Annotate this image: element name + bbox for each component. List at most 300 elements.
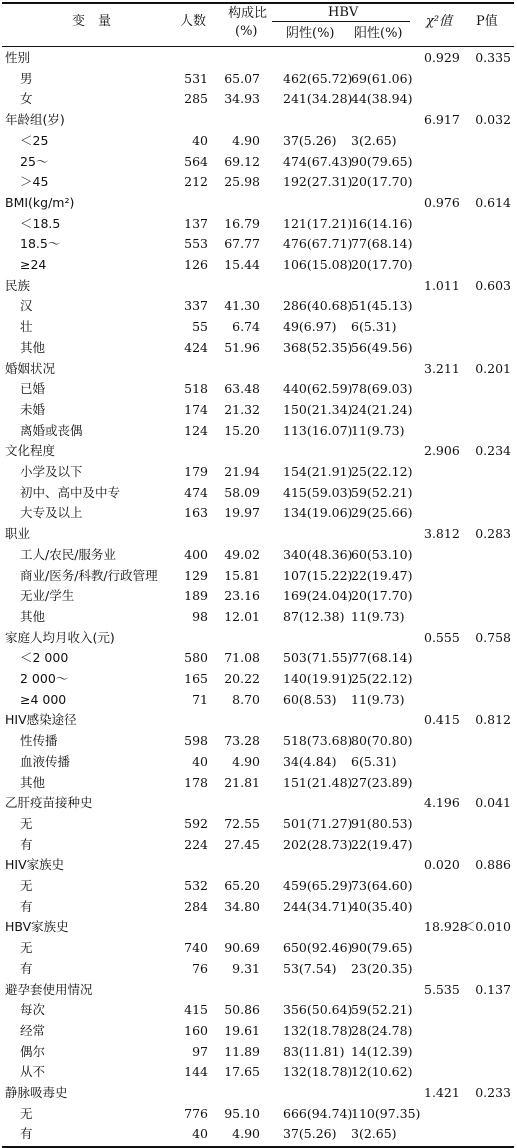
row-count: 580 bbox=[184, 650, 208, 666]
table-row bbox=[2, 462, 514, 483]
row-percent: 71.08 bbox=[224, 650, 260, 666]
row-p-value: 0.335 bbox=[475, 50, 511, 65]
row-hbv-negative: 415(59.03) bbox=[283, 484, 353, 500]
row-hbv-positive: 90(79.65) bbox=[351, 153, 413, 169]
header-count: 人数 bbox=[180, 14, 207, 29]
header-hbv: HBV bbox=[328, 5, 359, 20]
row-label: 小学及以下 bbox=[20, 464, 83, 479]
table-row bbox=[2, 835, 514, 856]
row-count: 337 bbox=[184, 298, 208, 314]
row-hbv-positive: 20(17.70) bbox=[351, 174, 413, 190]
row-chi-square: 3.211 bbox=[424, 360, 460, 376]
row-hbv-positive: 11(9.73) bbox=[351, 422, 405, 438]
header-chi-square: χ²值 bbox=[426, 14, 453, 29]
row-count: 76 bbox=[192, 960, 208, 976]
row-p-value: 0.234 bbox=[475, 443, 511, 459]
row-count: 532 bbox=[184, 878, 208, 893]
row-percent: 27.45 bbox=[224, 836, 260, 852]
row-chi-square: 4.196 bbox=[424, 795, 460, 811]
header-negative: 阴性(%) bbox=[286, 26, 335, 41]
row-label: 有 bbox=[20, 836, 33, 852]
row-p-value: 0.886 bbox=[475, 857, 511, 873]
table-row bbox=[2, 586, 514, 607]
row-hbv-positive: 3(2.65) bbox=[351, 132, 397, 148]
row-hbv-negative: 151(21.48) bbox=[283, 774, 353, 790]
row-count: 400 bbox=[184, 546, 208, 562]
row-percent: 8.70 bbox=[232, 691, 260, 707]
row-label: 初中、高中及中专 bbox=[20, 484, 121, 500]
row-hbv-negative: 87(12.38) bbox=[283, 608, 345, 624]
row-label: ＜18.5 bbox=[20, 215, 61, 231]
row-hbv-negative: 666(94.74) bbox=[283, 1105, 353, 1121]
row-label: 已婚 bbox=[20, 381, 46, 397]
row-hbv-positive: 28(24.78) bbox=[351, 1022, 413, 1038]
table-row bbox=[2, 400, 514, 421]
table-row bbox=[2, 607, 514, 628]
row-percent: 73.28 bbox=[224, 733, 260, 749]
row-hbv-positive: 25(22.12) bbox=[351, 671, 413, 686]
row-hbv-positive: 51(45.13) bbox=[351, 298, 413, 314]
header-p-value: P值 bbox=[476, 14, 498, 29]
row-percent: 4.90 bbox=[232, 753, 260, 769]
row-hbv-positive: 20(17.70) bbox=[351, 257, 413, 272]
row-percent: 12.01 bbox=[224, 608, 260, 624]
row-percent: 4.90 bbox=[232, 1126, 260, 1142]
header-variable: 变 量 bbox=[72, 14, 112, 29]
row-label: HBV家族史 bbox=[5, 919, 69, 935]
row-label: 无业/学生 bbox=[20, 588, 75, 604]
row-count: 285 bbox=[184, 91, 208, 107]
row-hbv-negative: 150(21.34) bbox=[283, 401, 353, 417]
row-label: 偶尔 bbox=[20, 1043, 46, 1059]
row-hbv-negative: 474(67.43) bbox=[283, 153, 353, 169]
table-row bbox=[2, 897, 514, 918]
row-label: 商业/医务/科教/行政管理 bbox=[20, 567, 158, 583]
table-row-category bbox=[2, 48, 514, 69]
row-hbv-negative: 37(5.26) bbox=[283, 1126, 337, 1142]
row-hbv-negative: 241(34.28) bbox=[283, 91, 353, 107]
row-label: 有 bbox=[20, 898, 33, 914]
table-row-category bbox=[2, 710, 514, 731]
row-p-value: 0.614 bbox=[475, 194, 511, 210]
table-row-category bbox=[2, 193, 514, 214]
row-count: 144 bbox=[184, 1064, 208, 1080]
table-row bbox=[2, 421, 514, 442]
row-chi-square: 0.415 bbox=[424, 712, 460, 728]
row-count: 124 bbox=[184, 422, 208, 438]
row-label: 年龄组(岁) bbox=[5, 112, 65, 128]
table-row bbox=[2, 131, 514, 152]
row-label: 未婚 bbox=[20, 401, 46, 417]
row-p-value: 0.032 bbox=[475, 112, 511, 128]
row-label: ＜25 bbox=[20, 132, 49, 148]
row-percent: 21.81 bbox=[224, 774, 260, 790]
row-label: 大专及以上 bbox=[20, 505, 83, 521]
table-row bbox=[2, 876, 514, 897]
table-row bbox=[2, 566, 514, 587]
header-ratio-unit: (%) bbox=[235, 24, 258, 39]
row-hbv-positive: 59(52.21) bbox=[351, 484, 413, 500]
row-percent: 65.07 bbox=[224, 70, 260, 86]
row-hbv-positive: 14(12.39) bbox=[351, 1043, 413, 1059]
row-count: 129 bbox=[184, 567, 208, 583]
row-label: 文化程度 bbox=[5, 443, 56, 459]
table-row bbox=[2, 1104, 514, 1125]
row-percent: 23.16 bbox=[224, 588, 260, 604]
row-hbv-negative: 340(48.36) bbox=[283, 546, 353, 562]
row-hbv-negative: 132(18.78) bbox=[283, 1064, 353, 1080]
row-label: ≥4 000 bbox=[20, 691, 67, 707]
row-count: 518 bbox=[184, 381, 208, 397]
row-chi-square: 0.020 bbox=[424, 857, 460, 873]
row-label: 离婚或丧偶 bbox=[20, 422, 83, 438]
row-hbv-positive: 60(53.10) bbox=[351, 546, 413, 562]
row-label: 避孕套使用情况 bbox=[5, 981, 93, 997]
row-hbv-negative: 202(28.73) bbox=[283, 836, 353, 852]
row-p-value: 0.233 bbox=[475, 1085, 511, 1100]
row-hbv-negative: 518(73.68) bbox=[283, 733, 353, 749]
row-count: 598 bbox=[184, 733, 208, 749]
row-label: 性别 bbox=[5, 50, 31, 65]
row-label: 壮 bbox=[20, 319, 33, 335]
row-hbv-positive: 6(5.31) bbox=[351, 753, 397, 769]
table-row bbox=[2, 1042, 514, 1063]
row-hbv-negative: 132(18.78) bbox=[283, 1022, 353, 1038]
table-row-category bbox=[2, 441, 514, 462]
row-p-value: 0.041 bbox=[475, 795, 511, 811]
row-chi-square: 1.011 bbox=[424, 277, 460, 293]
row-count: 137 bbox=[184, 215, 208, 231]
table-row-category bbox=[2, 110, 514, 131]
header-ratio: 构成比 bbox=[228, 6, 268, 21]
row-label: 2 000～ bbox=[20, 671, 69, 686]
table-row bbox=[2, 814, 514, 835]
row-label: 其他 bbox=[20, 608, 46, 624]
row-percent: 49.02 bbox=[224, 546, 260, 562]
row-hbv-positive: 11(9.73) bbox=[351, 608, 405, 624]
row-count: 40 bbox=[192, 753, 208, 769]
row-label: 性传播 bbox=[20, 733, 58, 749]
row-count: 424 bbox=[184, 339, 208, 355]
row-percent: 50.86 bbox=[224, 1002, 260, 1018]
table-row bbox=[2, 234, 514, 255]
row-hbv-positive: 3(2.65) bbox=[351, 1126, 397, 1142]
row-label: ＞45 bbox=[20, 174, 49, 190]
row-hbv-negative: 106(15.08) bbox=[283, 257, 353, 272]
row-label: 有 bbox=[20, 1126, 33, 1142]
row-percent: 15.81 bbox=[224, 567, 260, 583]
row-chi-square: 1.421 bbox=[424, 1085, 460, 1100]
row-label: 有 bbox=[20, 960, 33, 976]
row-hbv-negative: 368(52.35) bbox=[283, 339, 353, 355]
row-hbv-negative: 60(8.53) bbox=[283, 691, 337, 707]
row-hbv-positive: 12(10.62) bbox=[351, 1064, 413, 1080]
row-percent: 4.90 bbox=[232, 132, 260, 148]
table-row bbox=[2, 152, 514, 173]
table-row bbox=[2, 296, 514, 317]
table-row-category bbox=[2, 1083, 514, 1104]
row-hbv-negative: 154(21.91) bbox=[283, 464, 353, 479]
row-label: 婚姻状况 bbox=[5, 360, 56, 376]
hbv-spanner-rule bbox=[272, 21, 410, 22]
row-p-value: ＜0.010 bbox=[462, 919, 511, 935]
table-row bbox=[2, 317, 514, 338]
row-label: 工人/农民/服务业 bbox=[20, 546, 116, 562]
row-count: 212 bbox=[184, 174, 208, 190]
table-row-category bbox=[2, 855, 514, 876]
row-p-value: 0.201 bbox=[475, 360, 511, 376]
row-hbv-positive: 44(38.94) bbox=[351, 91, 413, 107]
row-percent: 16.79 bbox=[224, 215, 260, 231]
table-row bbox=[2, 214, 514, 235]
row-count: 564 bbox=[184, 153, 208, 169]
row-count: 224 bbox=[184, 836, 208, 852]
row-hbv-negative: 192(27.31) bbox=[283, 174, 353, 190]
row-hbv-negative: 121(17.21) bbox=[283, 215, 353, 231]
row-chi-square: 0.929 bbox=[424, 50, 460, 65]
row-hbv-positive: 23(20.35) bbox=[351, 960, 413, 976]
row-percent: 17.65 bbox=[224, 1064, 260, 1080]
row-percent: 65.20 bbox=[224, 878, 260, 893]
row-label: 静脉吸毒史 bbox=[5, 1085, 68, 1100]
row-count: 415 bbox=[184, 1002, 208, 1018]
row-percent: 21.32 bbox=[224, 401, 260, 417]
row-count: 531 bbox=[184, 70, 208, 86]
row-label: BMI(kg/m²) bbox=[5, 194, 75, 210]
table-row bbox=[2, 1062, 514, 1083]
row-hbv-negative: 440(62.59) bbox=[283, 381, 353, 397]
row-label: 从不 bbox=[20, 1064, 46, 1080]
row-percent: 11.89 bbox=[224, 1043, 260, 1059]
row-hbv-positive: 59(52.21) bbox=[351, 1002, 413, 1018]
row-p-value: 0.758 bbox=[475, 629, 511, 645]
row-percent: 58.09 bbox=[224, 484, 260, 500]
bottom-rule bbox=[2, 1146, 514, 1148]
table-row bbox=[2, 483, 514, 504]
row-hbv-positive: 40(35.40) bbox=[351, 898, 413, 914]
row-count: 179 bbox=[184, 464, 208, 479]
row-label: 其他 bbox=[20, 774, 46, 790]
row-count: 284 bbox=[184, 898, 208, 914]
row-p-value: 0.283 bbox=[475, 526, 511, 542]
row-hbv-negative: 34(4.84) bbox=[283, 753, 337, 769]
table-row bbox=[2, 89, 514, 110]
row-percent: 9.31 bbox=[232, 960, 260, 976]
row-hbv-negative: 356(50.64) bbox=[283, 1002, 353, 1018]
row-hbv-positive: 22(19.47) bbox=[351, 567, 413, 583]
row-hbv-negative: 140(19.91) bbox=[283, 671, 353, 686]
row-count: 71 bbox=[192, 691, 208, 707]
row-count: 97 bbox=[192, 1043, 208, 1059]
row-percent: 72.55 bbox=[224, 815, 260, 831]
row-hbv-positive: 77(68.14) bbox=[351, 236, 413, 252]
table-row bbox=[2, 731, 514, 752]
row-label: 乙肝疫苗接种史 bbox=[5, 795, 93, 811]
row-label: 18.5～ bbox=[20, 236, 61, 252]
table-row bbox=[2, 545, 514, 566]
row-count: 740 bbox=[184, 940, 208, 956]
row-percent: 41.30 bbox=[224, 298, 260, 314]
row-label: 无 bbox=[20, 815, 33, 831]
row-chi-square: 18.928 bbox=[424, 919, 468, 935]
row-hbv-negative: 459(65.29) bbox=[283, 878, 353, 893]
row-percent: 15.44 bbox=[224, 257, 260, 272]
table-row-category bbox=[2, 359, 514, 380]
row-hbv-negative: 113(16.07) bbox=[283, 422, 353, 438]
row-label: 无 bbox=[20, 878, 33, 893]
row-count: 40 bbox=[192, 1126, 208, 1142]
table-row bbox=[2, 69, 514, 90]
row-count: 189 bbox=[184, 588, 208, 604]
table-row-category bbox=[2, 917, 514, 938]
row-label: ≥24 bbox=[20, 257, 47, 272]
table-row bbox=[2, 648, 514, 669]
row-count: 474 bbox=[184, 484, 208, 500]
header-rule bbox=[2, 46, 514, 47]
row-count: 553 bbox=[184, 236, 208, 252]
row-label: 血液传播 bbox=[20, 753, 71, 769]
row-hbv-negative: 53(7.54) bbox=[283, 960, 337, 976]
row-hbv-positive: 24(21.24) bbox=[351, 401, 413, 417]
row-hbv-positive: 6(5.31) bbox=[351, 319, 397, 335]
row-hbv-negative: 37(5.26) bbox=[283, 132, 337, 148]
row-hbv-positive: 16(14.16) bbox=[351, 215, 413, 231]
row-count: 165 bbox=[184, 671, 208, 686]
row-hbv-negative: 169(24.04) bbox=[283, 588, 353, 604]
table-row-category bbox=[2, 628, 514, 649]
row-hbv-negative: 650(92.46) bbox=[283, 940, 353, 956]
table-row bbox=[2, 1000, 514, 1021]
row-chi-square: 2.906 bbox=[424, 443, 460, 459]
row-hbv-negative: 49(6.97) bbox=[283, 319, 337, 335]
row-hbv-negative: 286(40.68) bbox=[283, 298, 353, 314]
row-p-value: 0.812 bbox=[475, 712, 511, 728]
row-hbv-positive: 73(64.60) bbox=[351, 878, 413, 893]
row-label: 其他 bbox=[20, 339, 46, 355]
row-count: 174 bbox=[184, 401, 208, 417]
table-row bbox=[2, 172, 514, 193]
row-percent: 69.12 bbox=[224, 153, 260, 169]
row-chi-square: 3.812 bbox=[424, 526, 460, 542]
row-percent: 15.20 bbox=[224, 422, 260, 438]
row-percent: 20.22 bbox=[224, 671, 260, 686]
row-p-value: 0.137 bbox=[475, 981, 511, 997]
row-label: 职业 bbox=[5, 526, 31, 542]
row-percent: 67.77 bbox=[224, 236, 260, 252]
row-percent: 19.97 bbox=[224, 505, 260, 521]
header-positive: 阳性(%) bbox=[354, 26, 403, 41]
row-count: 592 bbox=[184, 815, 208, 831]
row-label: 无 bbox=[20, 1105, 33, 1121]
row-percent: 63.48 bbox=[224, 381, 260, 397]
row-hbv-negative: 107(15.22) bbox=[283, 567, 353, 583]
row-hbv-positive: 78(69.03) bbox=[351, 381, 413, 397]
row-label: 汉 bbox=[20, 298, 33, 314]
row-percent: 90.69 bbox=[224, 940, 260, 956]
table-row bbox=[2, 773, 514, 794]
table-row bbox=[2, 938, 514, 959]
row-count: 40 bbox=[192, 132, 208, 148]
row-label: 每次 bbox=[20, 1002, 46, 1018]
top-rule bbox=[2, 2, 514, 4]
row-chi-square: 6.917 bbox=[424, 112, 460, 128]
table-row bbox=[2, 752, 514, 773]
table-row bbox=[2, 255, 514, 276]
table-row bbox=[2, 503, 514, 524]
row-hbv-negative: 244(34.71) bbox=[283, 898, 353, 914]
row-hbv-negative: 503(71.55) bbox=[283, 650, 353, 666]
row-hbv-positive: 20(17.70) bbox=[351, 588, 413, 604]
row-hbv-negative: 83(11.81) bbox=[283, 1043, 345, 1059]
row-chi-square: 0.976 bbox=[424, 194, 460, 210]
table-row-category bbox=[2, 980, 514, 1001]
row-count: 163 bbox=[184, 505, 208, 521]
row-count: 776 bbox=[184, 1105, 208, 1121]
row-percent: 51.96 bbox=[224, 339, 260, 355]
row-hbv-positive: 77(68.14) bbox=[351, 650, 413, 666]
row-p-value: 0.603 bbox=[475, 277, 511, 293]
row-hbv-negative: 134(19.06) bbox=[283, 505, 353, 521]
row-hbv-negative: 462(65.72) bbox=[283, 70, 353, 86]
row-count: 126 bbox=[184, 257, 208, 272]
table-row-category bbox=[2, 793, 514, 814]
row-hbv-positive: 110(97.35) bbox=[351, 1105, 421, 1121]
row-hbv-positive: 56(49.56) bbox=[351, 339, 413, 355]
row-percent: 6.74 bbox=[232, 319, 260, 335]
row-percent: 34.93 bbox=[224, 91, 260, 107]
row-hbv-negative: 501(71.27) bbox=[283, 815, 353, 831]
table-row bbox=[2, 1021, 514, 1042]
row-hbv-positive: 90(79.65) bbox=[351, 940, 413, 956]
row-label: 25～ bbox=[20, 153, 49, 169]
row-percent: 34.80 bbox=[224, 898, 260, 914]
table-row bbox=[2, 338, 514, 359]
table-row bbox=[2, 690, 514, 711]
table-row bbox=[2, 959, 514, 980]
row-label: 经常 bbox=[20, 1022, 46, 1038]
table-row-category bbox=[2, 524, 514, 545]
row-hbv-positive: 11(9.73) bbox=[351, 691, 405, 707]
row-percent: 21.94 bbox=[224, 464, 260, 479]
row-label: ＜2 000 bbox=[20, 650, 69, 666]
row-count: 55 bbox=[192, 319, 208, 335]
row-label: 无 bbox=[20, 940, 33, 956]
row-label: 男 bbox=[20, 70, 33, 86]
row-hbv-positive: 25(22.12) bbox=[351, 464, 413, 479]
row-percent: 95.10 bbox=[224, 1105, 260, 1121]
table-row bbox=[2, 379, 514, 400]
row-hbv-positive: 91(80.53) bbox=[351, 815, 413, 831]
row-label: HIV家族史 bbox=[5, 857, 65, 873]
table-row bbox=[2, 669, 514, 690]
row-hbv-positive: 29(25.66) bbox=[351, 505, 413, 521]
row-label: 女 bbox=[20, 91, 33, 107]
row-count: 160 bbox=[184, 1022, 208, 1038]
row-chi-square: 0.555 bbox=[424, 629, 460, 645]
table-row-category bbox=[2, 276, 514, 297]
row-count: 178 bbox=[184, 774, 208, 790]
row-hbv-positive: 22(19.47) bbox=[351, 836, 413, 852]
row-percent: 19.61 bbox=[224, 1022, 260, 1038]
table-row bbox=[2, 1124, 514, 1145]
row-count: 98 bbox=[192, 608, 208, 624]
row-label: 家庭人均月收入(元) bbox=[5, 629, 115, 645]
row-hbv-negative: 476(67.71) bbox=[283, 236, 353, 252]
row-hbv-positive: 80(70.80) bbox=[351, 733, 413, 749]
row-hbv-positive: 27(23.89) bbox=[351, 774, 413, 790]
row-label: HIV感染途径 bbox=[5, 712, 77, 728]
row-percent: 25.98 bbox=[224, 174, 260, 190]
